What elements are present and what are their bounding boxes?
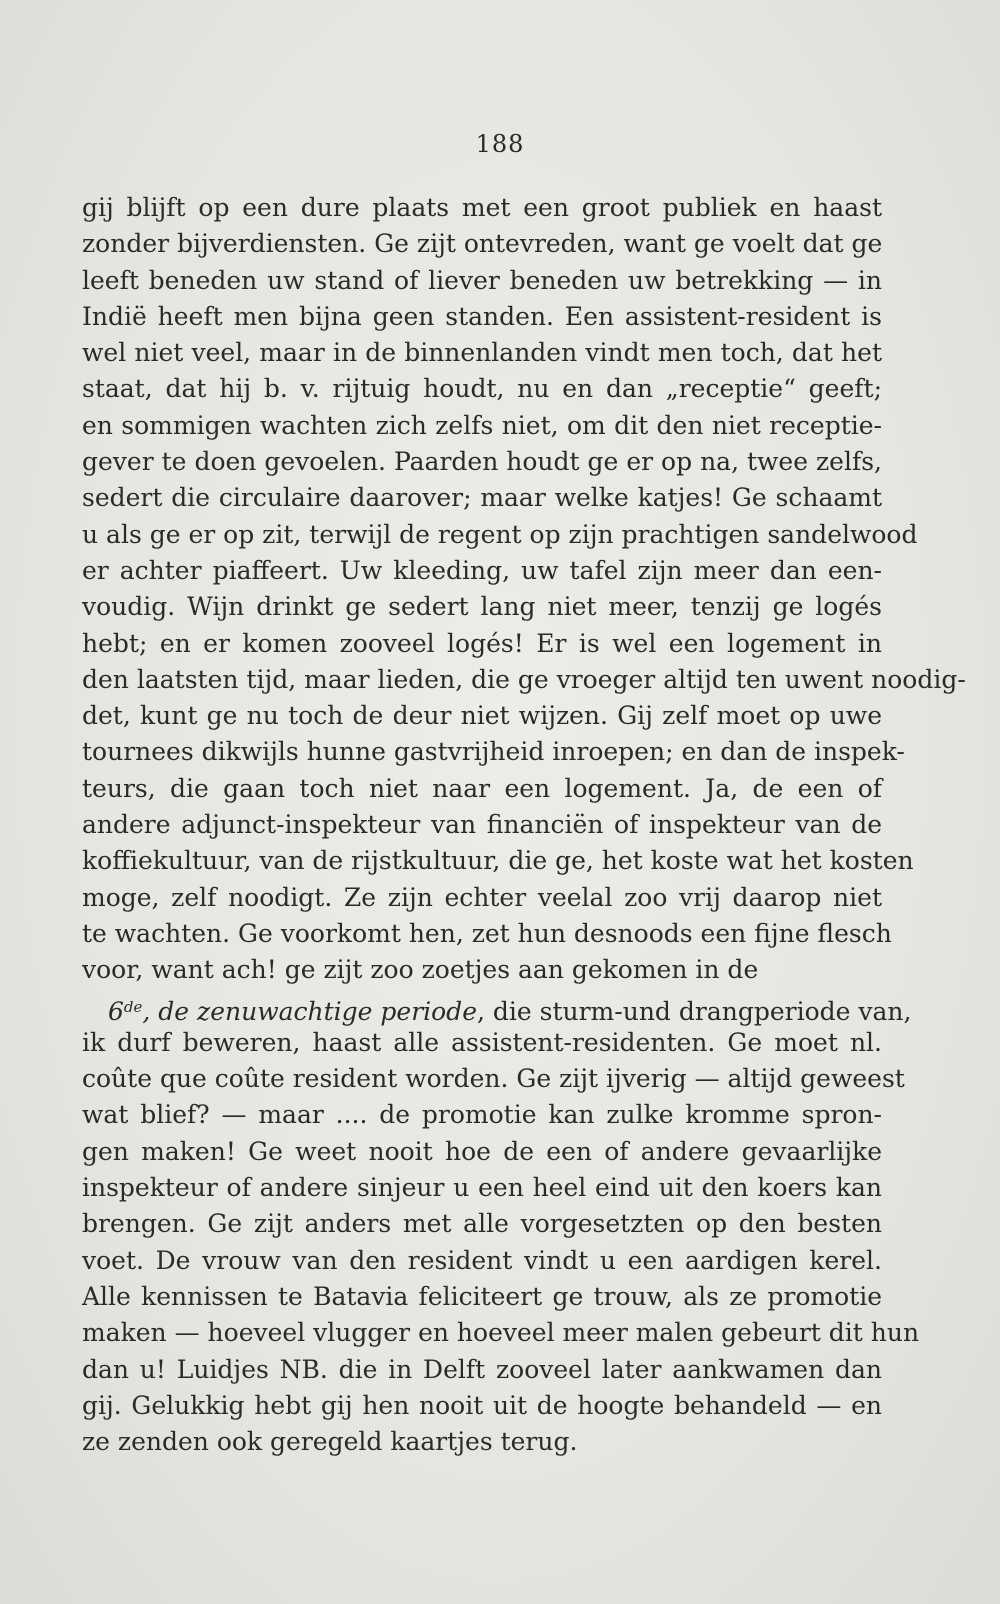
text-line: gen maken! Ge weet nooit hoe de een of andere gevaarlijke — [82, 1136, 882, 1166]
text-line: er achter piaffeert. Uw kleeding, uw tafel zijn meer dan een- — [82, 555, 882, 585]
text-line: maken — hoeveel vlugger en hoeveel meer malen gebeurt dit hun — [82, 1318, 920, 1348]
text-line: wat blief? — maar .... de promotie kan zulke kromme spron- — [82, 1100, 882, 1130]
paragraph-lines-before — [82, 190, 966, 989]
page-number: 188 — [475, 130, 525, 158]
text-line: inspekteur of andere sinjeur u een heel eind uit den koers kan — [82, 1173, 882, 1203]
text-line: voor, want ach! ge zijt zoo zoetjes aan gekomen in de — [82, 955, 759, 985]
text-line: voudig. Wijn drinkt ge sedert lang niet meer, tenzij ge logés — [82, 592, 882, 622]
text-line: hebt; en er komen zooveel logés! Er is wel een logement in — [82, 628, 882, 658]
text-line: u als ge er op zit, terwijl de regent op zijn prachtigen sandelwood — [82, 519, 918, 549]
text-line: Indië heeft men bijna geen standen. Een assistent-resident is — [82, 301, 882, 331]
text-line: ik durf beweren, haast alle assistent-residenten. Ge moet nl. — [82, 1027, 882, 1057]
text-line: gij blijft op een dure plaats met een groot publiek en haast — [82, 193, 882, 222]
text-line: coûte que coûte resident worden. Ge zijt ijverig — altijd geweest — [82, 1064, 905, 1094]
text-line: sedert die circulaire daarover; maar welke katjes! Ge schaamt — [82, 483, 882, 513]
text-line: en sommigen wachten zich zelfs niet, om dit den niet receptie- — [82, 410, 882, 440]
section-ordinal-suffix: de — [123, 997, 143, 1016]
text-line: leeft beneden uw stand of liever beneden uw betrekking — in — [82, 265, 882, 295]
section-ordinal-number: 6 — [108, 996, 124, 1026]
section-title: , de zenuwachtige periode — [142, 996, 477, 1026]
text-line: gever te doen gevoelen. Paarden houdt ge er op na, twee zelfs, — [82, 447, 882, 477]
text-line: gij. Gelukkig hebt gij hen nooit uit de hoogte behandeld — en — [82, 1390, 882, 1420]
text-line: det, kunt ge nu toch de deur niet wijzen. Gij zelf moet op uwe — [82, 701, 882, 731]
text-line: Alle kennissen te Batavia feliciteert ge trouw, als ze promotie — [82, 1281, 882, 1311]
section-ordinal — [108, 997, 142, 1026]
text-line: brengen. Ge zijt anders met alle vorgesetzten op den besten — [82, 1209, 882, 1239]
section-heading-line — [82, 989, 912, 1026]
paragraph-lines-after — [82, 1025, 920, 1461]
text-line: staat, dat hij b. v. rijtuig houdt, nu en dan „receptie“ geeft; — [82, 374, 882, 404]
text-line: voet. De vrouw van den resident vindt u een aardigen kerel. — [82, 1245, 882, 1275]
text-line: ze zenden ook geregeld kaartjes terug. — [82, 1427, 578, 1457]
text-line: koffiekultuur, van de rijstkultuur, die ge, het koste wat het kosten — [82, 846, 914, 876]
text-line: te wachten. Ge voorkomt hen, zet hun desnoods een fijne flesch — [82, 918, 892, 948]
text-line: den laatsten tijd, maar lieden, die ge vroeger altijd ten uwent noodig- — [82, 664, 966, 694]
text-line: moge, zelf noodigt. Ze zijn echter veelal zoo vrij daarop niet — [82, 882, 882, 912]
text-line: dan u! Luidjes NB. die in Delft zooveel later aankwamen dan — [82, 1354, 882, 1384]
text-line: andere adjunct-inspekteur van financiën of inspekteur van de — [82, 810, 882, 840]
text-line: tournees dikwijls hunne gastvrijheid inroepen; en dan de inspek- — [82, 737, 905, 767]
text-line: wel niet veel, maar in de binnenlanden vindt men toch, dat het — [82, 338, 882, 368]
body-text — [82, 190, 966, 1460]
section-heading-rest: , die sturm-und drangperiode van, — [477, 996, 912, 1026]
text-line: teurs, die gaan toch niet naar een logement. Ja, de een of — [82, 773, 882, 803]
text-line: zonder bijverdiensten. Ge zijt ontevreden, want ge voelt dat ge — [82, 229, 883, 259]
